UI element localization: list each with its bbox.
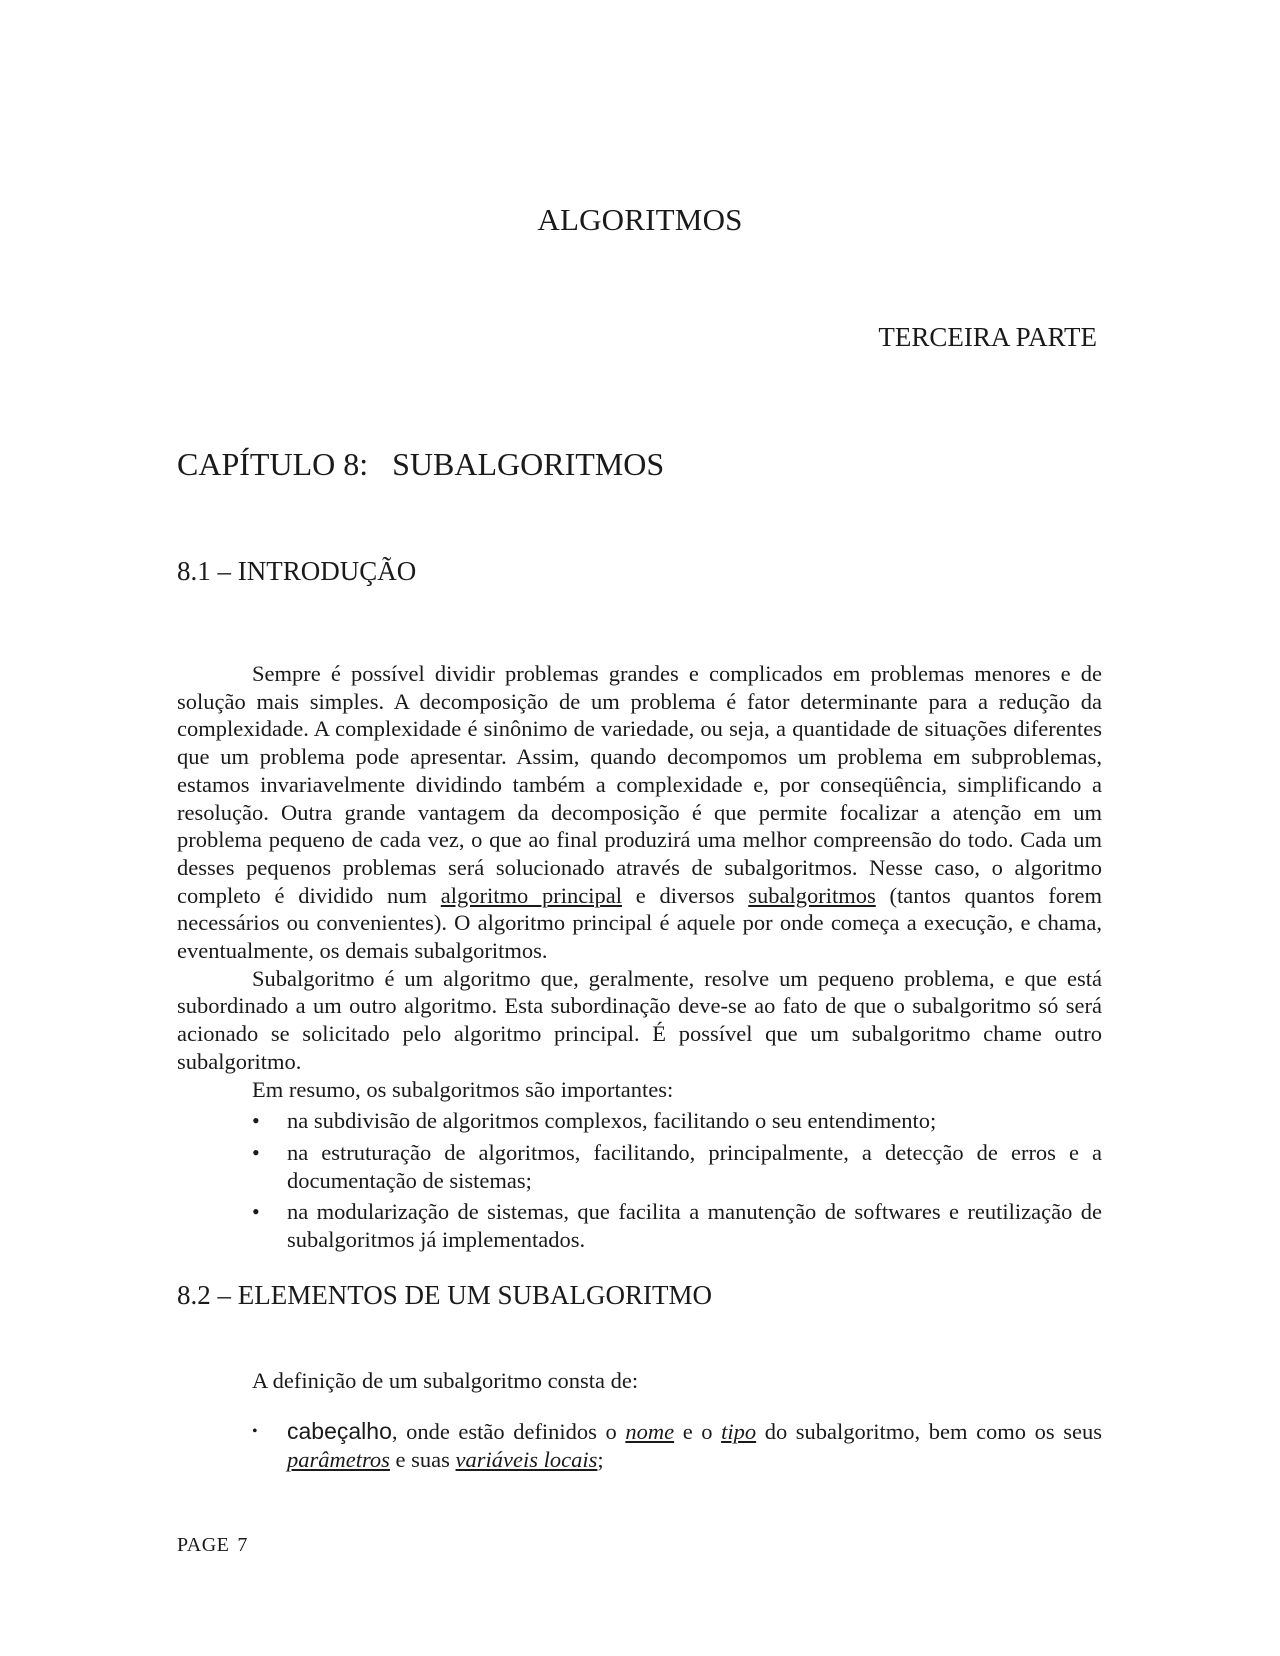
chapter-title: SUBALGORITMOS	[392, 446, 665, 482]
paragraph-text: (tantos quantos forem necessários ou convenientes). O algoritmo principal é aquele por onde começa a execução, e chama, eventualmente, os demais subalgoritmos.	[177, 882, 1102, 964]
term-variaveis-locais: variáveis locais	[455, 1446, 598, 1472]
importance-list	[177, 1107, 1102, 1254]
list-item	[177, 1198, 1102, 1253]
list-item-text: e suas	[389, 1446, 456, 1472]
paragraph: Em resumo, os subalgoritmos são importantes:	[252, 1076, 674, 1102]
page-label: PAGE	[177, 1534, 230, 1556]
chapter-heading	[177, 446, 664, 483]
bullet-icon: •	[252, 1139, 260, 1165]
definition-list	[177, 1418, 1102, 1473]
paragraph	[177, 660, 1102, 965]
list-item-text: na estruturação de algoritmos, facilitando, principalmente, a detecção de erros e a documentação de sistemas;	[287, 1139, 1102, 1193]
list-item-text: ;	[597, 1446, 604, 1472]
term-algoritmo-principal: algoritmo principal	[440, 882, 622, 908]
term-cabecalho: cabeçalho	[287, 1418, 392, 1444]
paragraph-text: e diversos	[621, 882, 749, 908]
part-label: TERCEIRA PARTE	[878, 322, 1097, 352]
list-item	[177, 1418, 1102, 1473]
document-title: ALGORITMOS	[537, 202, 743, 237]
intro-body	[177, 660, 1102, 1258]
term-nome: nome	[625, 1419, 675, 1444]
list-item	[177, 1139, 1102, 1194]
bullet-icon: •	[252, 1108, 260, 1134]
section-heading-elements: 8.2 – ELEMENTOS DE UM SUBALGORITMO	[177, 1280, 713, 1310]
list-item-text: na subdivisão de algoritmos complexos, facilitando o seu entendimento;	[287, 1108, 937, 1134]
section-heading-intro: 8.1 – INTRODUÇÃO	[177, 556, 417, 586]
term-parametros: parâmetros	[287, 1446, 390, 1472]
term-subalgoritmos: subalgoritmos	[748, 882, 876, 908]
definition-intro: A definição de um subalgoritmo consta de:	[252, 1368, 639, 1393]
term-tipo: tipo	[721, 1419, 757, 1444]
bullet-icon: •	[252, 1199, 260, 1225]
page-number: 7	[237, 1534, 248, 1556]
list-item-text: do subalgoritmo, bem como os seus	[756, 1419, 1102, 1444]
paragraph-text: Sempre é possível dividir problemas grandes e complicados em problemas menores e de solução mais simples. A decomposição de um problema é fator determinante para a redução da complexidade. A complexidade é sinônimo de variedade, ou seja, a quantidade de situações diferentes que um problema pode apresentar. Assim, quando decompomos um problema em subproblemas, estamos invariavelmente dividindo também a complexidade e, por conseqüência, simplificando a resolução. Outra grande vantagem da decomposição é que permite focalizar a atenção em um problema pequeno de cada vez, o que ao final produzirá uma melhor compreensão do todo. Cada um desses pequenos problemas será solucionado através de subalgoritmos. Nesse caso, o algoritmo completo é dividido num	[177, 661, 1102, 908]
list-item-text: na modularização de sistemas, que facilita a manutenção de softwares e reutilização de subalgoritmos já implementados.	[287, 1199, 1102, 1253]
chapter-number: CAPÍTULO 8:	[177, 446, 369, 482]
list-item-text: e o	[674, 1419, 722, 1444]
list-item	[177, 1107, 1102, 1135]
page-footer	[177, 1534, 248, 1557]
bullet-icon: •	[252, 1423, 258, 1440]
paragraph: Subalgoritmo é um algoritmo que, geralmente, resolve um pequeno problema, e que está subordinado a um outro algoritmo. Esta subordinação deve-se ao fato de que o subalgoritmo só será acionado se solicitado pelo algoritmo principal. É possível que um subalgoritmo chame outro subalgoritmo.	[177, 965, 1102, 1074]
list-item-text: , onde estão definidos o	[391, 1419, 626, 1444]
